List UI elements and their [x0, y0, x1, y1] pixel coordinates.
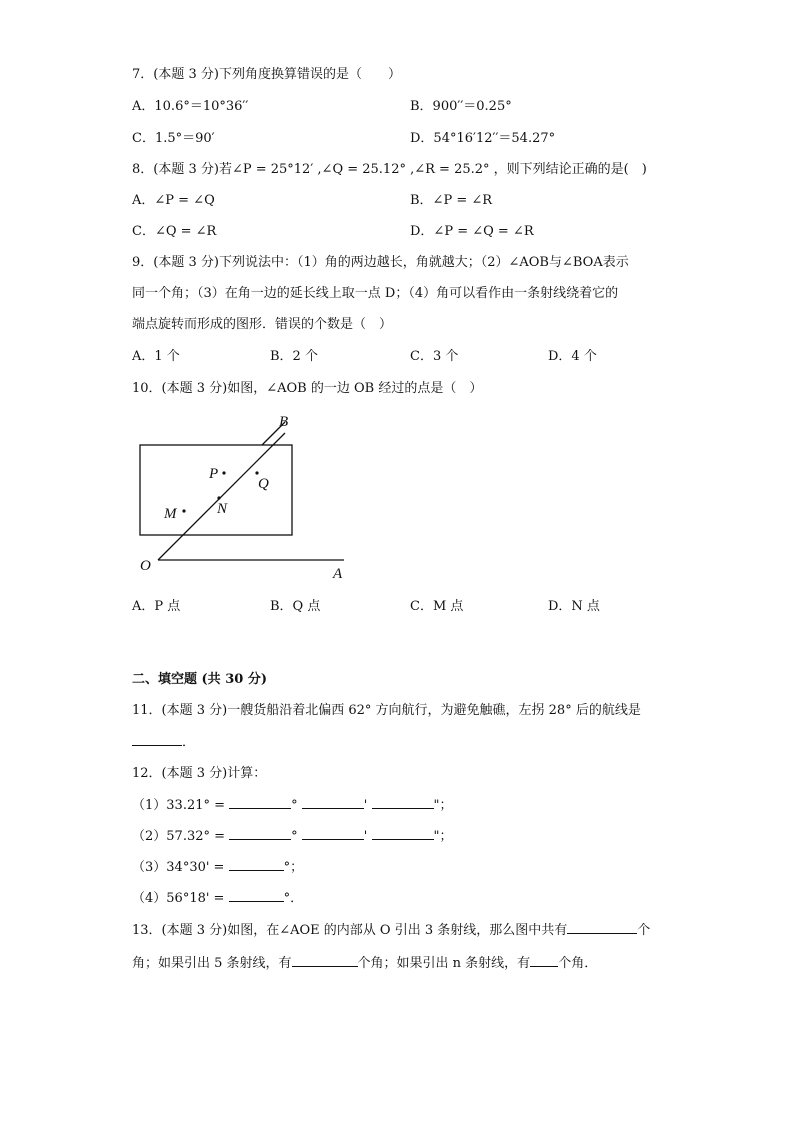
q13-line2-text-b: 个角；如果引出 n 条射线，有 [357, 956, 531, 971]
q11-answer-line [132, 733, 195, 752]
q9-line1: 9．(本题 3 分)下列说法中：（1）角的两边越长，角就越大；（2）∠AOB与∠BOA表示 [132, 255, 629, 270]
q12-part4-end: °． [283, 891, 304, 906]
q9-line3: 端点旋转而形成的图形．错误的个数是（ ） [132, 317, 393, 332]
q13-line1-text: 13．(本题 3 分)如图，在∠AOE 的内部从 O 引出 3 条射线，那么图中共有 [132, 923, 568, 938]
q12-part1-deg-blank[interactable] [229, 796, 291, 809]
section-title: 二、填空题 (共 30 分) [132, 672, 267, 687]
label-b: B [279, 414, 289, 430]
q12-part2-min-blank[interactable] [302, 827, 364, 840]
ray-ob [158, 433, 285, 560]
q12-part2 [132, 827, 453, 846]
q11-blank[interactable] [132, 733, 182, 746]
q8-option-d: D．∠P = ∠Q = ∠R [410, 224, 534, 239]
q12-part2-sec-blank[interactable] [372, 827, 434, 840]
q12-part2-deg-blank[interactable] [229, 827, 291, 840]
q12-part1 [132, 796, 453, 815]
figure-rectangle [140, 445, 292, 535]
q9-option-d: D．4 个 [548, 349, 597, 364]
q7-option-a: A．10.6°＝10°36′′ [132, 99, 249, 114]
q9-option-b: B．2 个 [270, 349, 318, 364]
q12-part3-blank[interactable] [229, 858, 284, 871]
label-o: O [140, 558, 151, 574]
q8-option-b: B．∠P = ∠R [410, 193, 493, 208]
q13-line1-end: 个 [637, 923, 651, 938]
point-n [217, 496, 220, 499]
q9-option-a: A．1 个 [132, 349, 180, 364]
q12-part2-label: （2）57.32° = [132, 829, 226, 844]
q12-part3 [132, 858, 303, 877]
q13-line2-text-a: 角；如果引出 5 条射线，有 [132, 956, 292, 971]
label-p: P [209, 466, 219, 482]
label-n: N [217, 501, 228, 517]
q13-blank-2[interactable] [292, 954, 358, 967]
q10-option-d: D．N 点 [548, 599, 600, 614]
q10-option-c: C．M 点 [410, 599, 464, 614]
angle-figure [130, 408, 360, 583]
point-p [222, 471, 225, 474]
q12-part1-sec: "； [433, 798, 453, 813]
label-q: Q [258, 476, 269, 492]
q9-option-c: C．3 个 [410, 349, 459, 364]
q12-part4-blank[interactable] [229, 889, 284, 902]
q12-part1-label: （1）33.21° = [132, 798, 226, 813]
q12-part2-sec: "； [433, 829, 453, 844]
label-a: A [333, 566, 343, 582]
q7-stem: 7．(本题 3 分)下列角度换算错误的是（ ） [132, 67, 401, 82]
q7-option-b: B．900′′＝0.25° [410, 99, 512, 114]
label-m: M [164, 506, 177, 522]
q10-stem: 10．(本题 3 分)如图，∠AOB 的一边 OB 经过的点是（ ） [132, 381, 483, 396]
q12-part1-sec-blank[interactable] [372, 796, 434, 809]
q12-part1-min: ' [363, 798, 368, 813]
q12-part3-label: （3）34°30' = [132, 860, 225, 875]
q9-line2: 同一个角；（3）在角一边的延长线上取一点 D；（4）角可以看作由一条射线绕着它的 [132, 286, 619, 301]
point-q [255, 471, 258, 474]
q12-part1-deg: ° [291, 798, 298, 813]
q7-option-c: C．1.5°＝90′ [132, 131, 215, 146]
q13-line2-text-c: 个角． [558, 956, 598, 971]
q12-part4 [132, 889, 303, 908]
q10-option-b: B．Q 点 [270, 599, 321, 614]
q13-blank-1[interactable] [567, 921, 637, 934]
q7-option-d: D．54°16′12′′＝54.27° [410, 131, 556, 146]
point-m [182, 509, 185, 512]
q13-line1 [132, 921, 650, 940]
q11-end: ． [182, 735, 196, 750]
q12-part4-label: （4）56°18' = [132, 891, 225, 906]
q12-stem: 12．(本题 3 分)计算： [132, 766, 267, 781]
q8-stem: 8．(本题 3 分)若∠P = 25°12′ ,∠Q = 25.12° ,∠R = 25.2° ，则下列结论正确的是( ) [132, 162, 647, 177]
q12-part2-deg: ° [291, 829, 298, 844]
q8-option-c: C．∠Q = ∠R [132, 224, 217, 239]
q10-option-a: A．P 点 [132, 599, 181, 614]
q13-line2 [132, 954, 597, 973]
q11-line1: 11．(本题 3 分)一艘货船沿着北偏西 62° 方向航行，为避免触礁，左拐 28° 后的航线是 [132, 703, 641, 718]
q12-part1-min-blank[interactable] [302, 796, 364, 809]
q13-blank-3[interactable] [530, 954, 558, 967]
q8-option-a: A．∠P = ∠Q [132, 193, 215, 208]
q12-part2-min: ' [363, 829, 368, 844]
q12-part3-end: °； [283, 860, 304, 875]
